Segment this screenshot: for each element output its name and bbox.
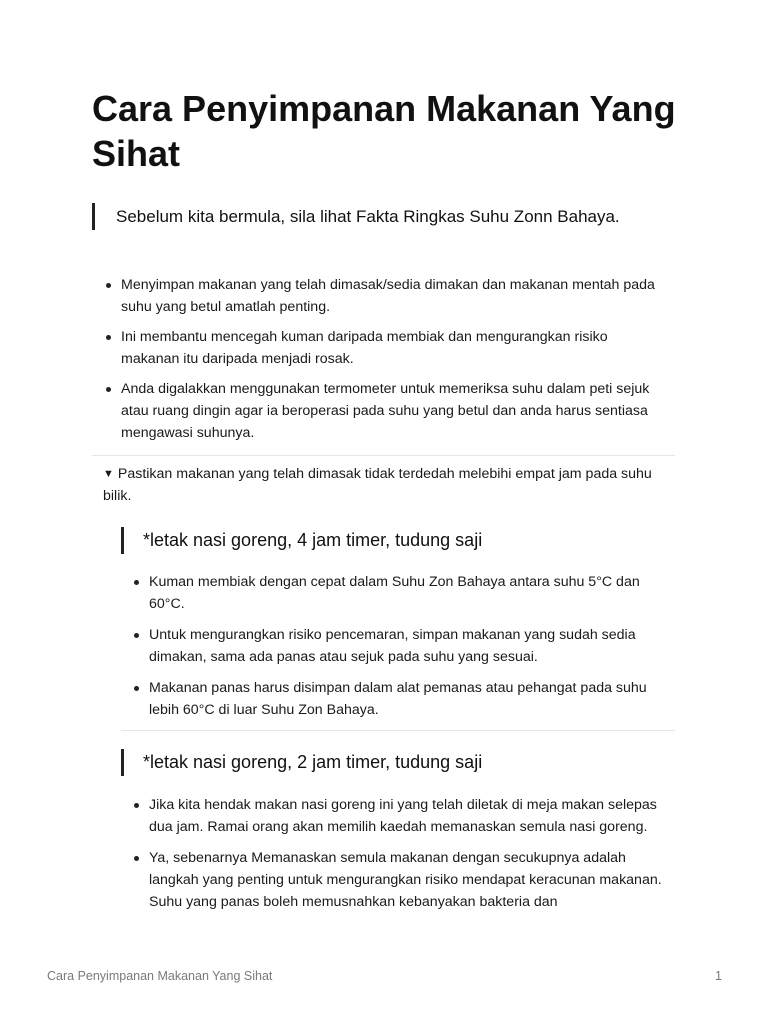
list-item: Makanan panas harus disimpan dalam alat pemanas atau pehangat pada suhu lebih 60°C di luar Suhu Zon Bahaya. — [149, 677, 674, 721]
section1-callout: *letak nasi goreng, 4 jam timer, tudung saji — [121, 527, 663, 554]
list-item: Jika kita hendak makan nasi goreng ini yang telah diletak di meja makan selepas dua jam. Ramai orang akan memilih kaedah memanaskan semula nasi goreng. — [149, 794, 674, 838]
toggle-block-header[interactable] — [103, 463, 678, 507]
section2-callout: *letak nasi goreng, 2 jam timer, tudung saji — [121, 749, 663, 776]
section1-list — [149, 571, 674, 730]
divider — [121, 730, 675, 731]
page-title: Cara Penyimpanan Makanan Yang Sihat — [92, 88, 676, 174]
divider — [92, 455, 675, 456]
intro-list — [121, 274, 661, 452]
toggle-triangle-icon[interactable]: ▼ — [103, 468, 114, 480]
callout-text: Sebelum kita bermula, sila lihat Fakta Ringkas Suhu Zonn Bahaya. — [116, 207, 620, 226]
section2-list — [149, 794, 674, 922]
footer-title: Cara Penyimpanan Makanan Yang Sihat — [47, 969, 273, 983]
list-item: Menyimpan makanan yang telah dimasak/sedia dimakan dan makanan mentah pada suhu yang betul amatlah penting. — [121, 274, 661, 318]
toggle-heading-text: Pastikan makanan yang telah dimasak tidak terdedah melebihi empat jam pada suhu bilik. — [103, 466, 652, 504]
page-number: 1 — [715, 969, 722, 983]
list-item: Untuk mengurangkan risiko pencemaran, simpan makanan yang sudah sedia dimakan, sama ada panas atau sejuk pada suhu yang sesuai. — [149, 624, 674, 668]
callout-quote — [92, 203, 656, 230]
list-item: Ini membantu mencegah kuman daripada membiak dan mengurangkan risiko makanan itu daripada menjadi rosak. — [121, 326, 661, 370]
list-item: Kuman membiak dengan cepat dalam Suhu Zon Bahaya antara suhu 5°C dan 60°C. — [149, 571, 674, 615]
list-item: Anda digalakkan menggunakan termometer untuk memeriksa suhu dalam peti sejuk atau ruang dingin agar ia beroperasi pada suhu yang betul dan anda harus sentiasa mengawasi suhunya. — [121, 378, 661, 444]
list-item: Ya, sebenarnya Memanaskan semula makanan dengan secukupnya adalah langkah yang penting untuk mengurangkan risiko mendapat keracunan makanan. Suhu yang panas boleh memusnahkan kebanyakan bakteria dan — [149, 847, 674, 913]
